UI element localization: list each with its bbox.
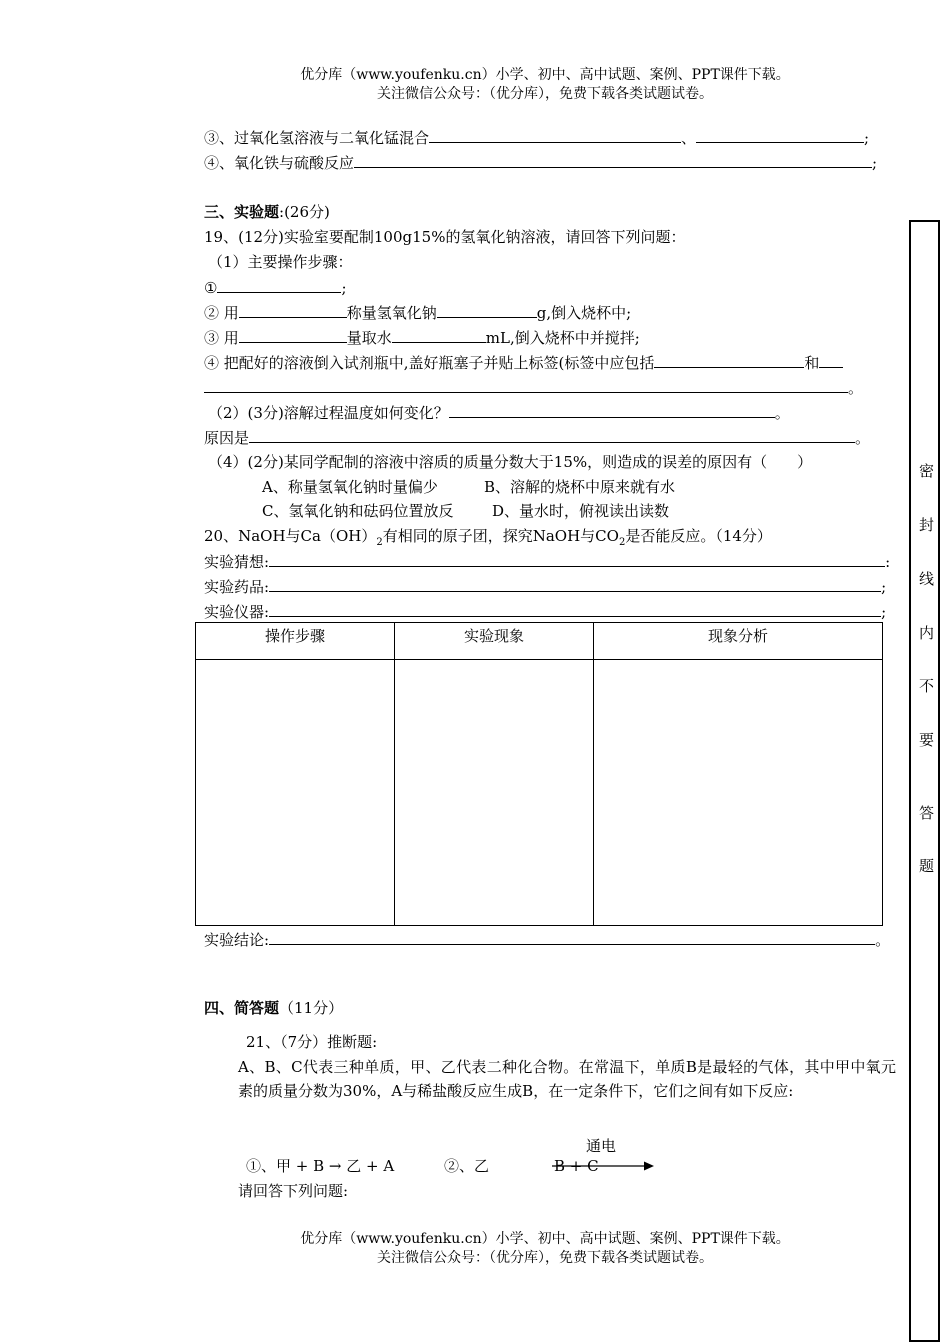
step2-blank-2[interactable] <box>437 302 537 318</box>
binding-char: 答 <box>918 804 934 822</box>
binding-char: 内 <box>918 624 934 642</box>
instruments-blank[interactable] <box>269 601 881 617</box>
reaction-arrow-icon <box>552 1160 656 1172</box>
reason-end: 。 <box>855 429 871 447</box>
step2-text-b: 称量氢氧化钠 <box>346 304 437 322</box>
reaction-1: ①、甲 + B → 乙 + A <box>246 1157 395 1175</box>
step1-end: ; <box>341 279 347 297</box>
sub2-blank[interactable] <box>449 402 775 418</box>
q21-ask: 请回答下列问题: <box>238 1182 349 1200</box>
step3-text-b: 量取水 <box>346 329 392 347</box>
q20-guess <box>204 551 890 572</box>
conclusion-label: 实验结论: <box>204 931 270 949</box>
option-b[interactable]: B、溶解的烧杯中原来就有水 <box>484 478 676 496</box>
header-steps: 操作步骤 <box>196 623 395 660</box>
sub2-end: 。 <box>774 404 790 422</box>
binding-line-box <box>909 220 940 1342</box>
cell-analysis[interactable] <box>594 660 883 926</box>
drugs-end: ; <box>881 578 887 596</box>
step3-blank-1[interactable] <box>239 327 347 343</box>
step4-blank-3[interactable] <box>204 377 848 393</box>
item3-separator: 、 <box>681 129 697 147</box>
step3-blank-2[interactable] <box>392 327 486 343</box>
instruments-label: 实验仪器: <box>204 603 270 621</box>
q19-reason <box>204 427 870 448</box>
section3-title: 三、实验题 <box>204 203 280 221</box>
q20-instruments <box>204 601 886 622</box>
experiment-table <box>195 622 883 926</box>
sub2-text: （2）(3分)溶解过程温度如何变化？ <box>208 404 449 422</box>
item4-end: ; <box>872 154 878 172</box>
item3-line <box>204 127 869 148</box>
q20-stem <box>204 526 772 553</box>
q20-stem-b: 有相同的原子团，探究NaOH与CO <box>382 527 619 545</box>
q19-step4-cont <box>204 377 863 398</box>
binding-char: 密 <box>918 462 934 480</box>
q20-sub-2b: 2 <box>618 537 626 548</box>
binding-char: 封 <box>918 516 934 534</box>
binding-char: 线 <box>918 570 934 588</box>
header-phenomenon: 实验现象 <box>395 623 594 660</box>
q21-stem: 21、（7分）推断题: <box>246 1033 378 1051</box>
item3-label: ③、过氧化氢溶液与二氧化锰混合 <box>204 129 430 147</box>
reaction-2-right: B + C <box>554 1157 599 1175</box>
binding-char: 题 <box>918 857 934 875</box>
q19-sub1: （1）主要操作步骤： <box>208 253 353 271</box>
option-a[interactable]: A、称量氢氧化钠时量偏少 <box>262 478 438 496</box>
q19-step3 <box>204 327 640 348</box>
q19-sub4: （4）(2分)某同学配制的溶液中溶质的质量分数大于15%，则造成的误差的原因有（ ） <box>208 453 813 471</box>
cell-steps[interactable] <box>196 660 395 926</box>
section4-heading <box>204 998 343 1018</box>
q21-paragraph: A、B、C代表三种单质，甲、乙代表二种化合物。在常温下，单质B是最轻的气体，其中甲中氧元素的质量分数为30%，A与稀盐酸反应生成B，在一定条件下，它们之间有如下反应: <box>238 1058 896 1100</box>
item3-blank-2[interactable] <box>696 127 864 143</box>
reason-label: 原因是 <box>204 429 250 447</box>
q19-step2 <box>204 302 631 323</box>
table-header-row <box>196 623 883 660</box>
step4-text-a: ④ 把配好的溶液倒入试剂瓶中,盖好瓶塞子并贴上标签(标签中应包括 <box>204 354 655 372</box>
step4-blank-1[interactable] <box>654 352 804 368</box>
step2-blank-1[interactable] <box>239 302 347 318</box>
step4-text-b: 和 <box>804 354 820 372</box>
item4-label: ④、氧化铁与硫酸反应 <box>204 154 355 172</box>
step1-num: ① <box>204 279 218 297</box>
q20-conclusion <box>204 929 890 950</box>
reason-blank[interactable] <box>249 427 855 443</box>
step2-text-c: g,倒入烧杯中; <box>536 304 632 322</box>
q20-stem-a: 20、NaOH与Ca（OH） <box>204 527 377 545</box>
section4-title: 四、简答题 <box>204 999 280 1017</box>
section3-heading <box>204 202 330 222</box>
conclusion-blank[interactable] <box>269 929 875 945</box>
q19-step4 <box>204 352 843 373</box>
reaction-2-condition: 通电 <box>586 1137 617 1155</box>
step3-text-a: ③ 用 <box>204 329 239 347</box>
guess-label: 实验猜想: <box>204 553 270 571</box>
binding-char: 要 <box>918 731 934 749</box>
guess-blank[interactable] <box>269 551 885 567</box>
option-d[interactable]: D、量水时，俯视读出读数 <box>492 502 670 520</box>
item3-blank-1[interactable] <box>429 127 681 143</box>
q19-stem: 19、(12分)实验室要配制100g15%的氢氧化钠溶液，请回答下列问题： <box>204 228 686 246</box>
drugs-blank[interactable] <box>269 576 881 592</box>
header-line-2: 关注微信公众号：（优分库），免费下载各类试题试卷。 <box>377 86 713 102</box>
section3-score: :(26分) <box>279 203 330 221</box>
instruments-end: ; <box>881 603 887 621</box>
q19-step1 <box>204 277 347 298</box>
cell-phenomenon[interactable] <box>395 660 594 926</box>
section4-score: （11分） <box>279 999 344 1017</box>
footer-line-1: 优分库（www.youfenku.cn）小学、初中、高中试题、案例、PPT课件下载。 <box>300 1231 790 1247</box>
step2-text-a: ② 用 <box>204 304 239 322</box>
step4-blank-2[interactable] <box>819 352 843 368</box>
q20-stem-c: 是否能反应。（14分） <box>625 527 772 545</box>
table-answer-row <box>196 660 883 926</box>
option-c[interactable]: C、氢氧化钠和砝码位置放反 <box>262 502 454 520</box>
drugs-label: 实验药品: <box>204 578 270 596</box>
step1-blank[interactable] <box>217 277 341 293</box>
item4-line <box>204 152 877 173</box>
reaction-2-left: ②、乙 <box>444 1157 490 1175</box>
q19-sub2 <box>208 402 790 423</box>
conclusion-end: 。 <box>875 931 891 949</box>
binding-char: 不 <box>918 677 934 695</box>
q20-sub-2a: 2 <box>376 537 383 548</box>
step3-text-c: mL,倒入烧杯中并搅拌; <box>485 329 640 347</box>
step4-end: 。 <box>848 379 864 397</box>
footer-line-2: 关注微信公众号：（优分库），免费下载各类试题试卷。 <box>377 1250 713 1266</box>
header-analysis: 现象分析 <box>594 623 883 660</box>
q20-drugs <box>204 576 886 597</box>
item3-end: ; <box>864 129 870 147</box>
guess-end: : <box>885 553 891 571</box>
item4-blank[interactable] <box>354 152 872 168</box>
header-line-1: 优分库（www.youfenku.cn）小学、初中、高中试题、案例、PPT课件下载。 <box>300 67 790 83</box>
